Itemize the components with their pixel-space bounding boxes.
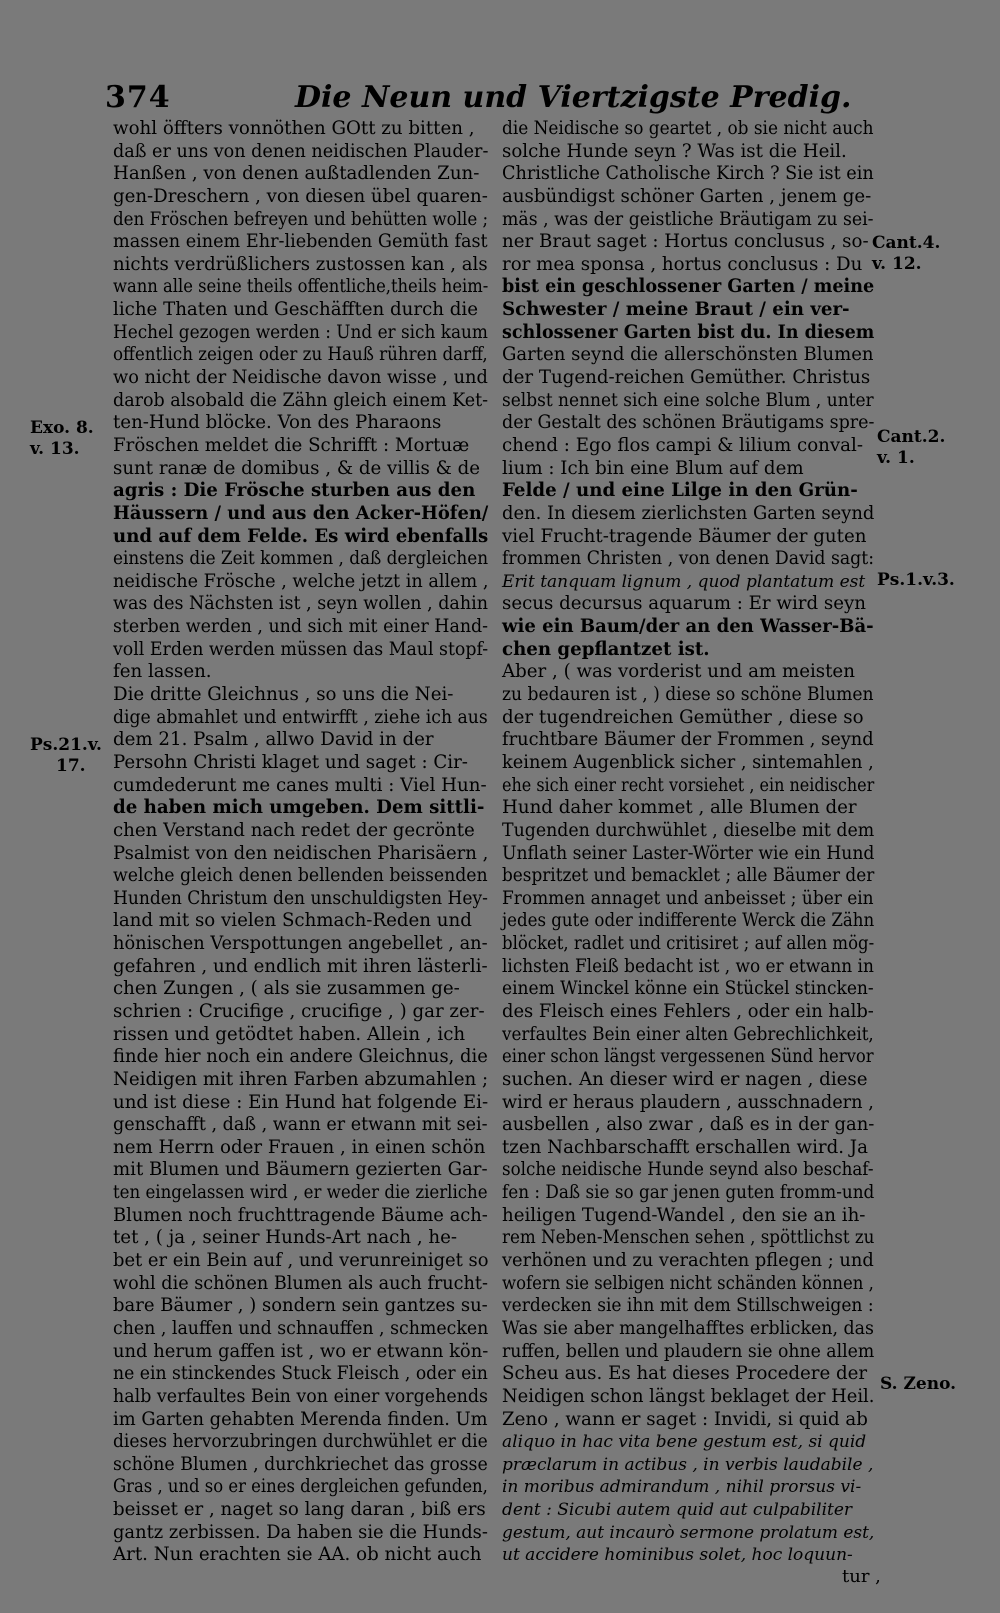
text-line: Neidigen mit ihren Farben abzumahlen ; [113,1068,489,1090]
text-line: massen einem Ehr-liebenden Gemüth fast [113,231,488,253]
text-line: daß er uns von denen neidischen Plauder- [113,140,489,162]
text-line: liche Thaten und Geschäfften durch die [113,299,478,321]
text-line: einstens die Zeit kommen , daß dergleichen [113,548,489,570]
text-line: viel Frucht-tragende Bäumer der guten [502,525,867,547]
text-line: blöcket, radlet und critisiret ; auf allen mög- [502,933,875,955]
text-line: secus decursus aquarum : Er wird seyn [502,593,866,615]
margin-note-canticum-2 [877,427,945,469]
text-line: ten eingelassen wird , er weder die zierliche [113,1182,488,1204]
text-line: chen gepflantzet ist. [502,638,710,660]
text-line: ausbellen , also zwar , daß es in der gan- [502,1114,875,1136]
left-text-column [113,118,488,1567]
text-line: Hanßen , von denen außtadlenden Zun- [113,163,480,185]
text-line: Aber , ( was vorderist und am meisten [502,661,855,683]
text-line: im Garten gehabten Merenda finden. Um [113,1408,488,1430]
text-line: rem Neben-Menschen sehen , spöttlichst zu [502,1227,875,1249]
text-line: den Fröschen befreyen und behütten wolle ; [113,208,489,230]
text-line: bespritzet und bemacklet ; alle Bäumer der [502,865,875,887]
text-line: fen : Daß sie so gar jenen guten fromm-und [502,1182,875,1204]
text-line: wie ein Baum/der an den Wasser-Bä- [502,616,874,638]
text-line: gen-Dreschern , von diesen übel quaren- [113,185,488,207]
text-line: nem Herrn oder Frauen , in einen schön [113,1136,486,1158]
text-line: gantz zerbissen. Da haben sie die Hunds- [113,1521,488,1543]
text-line: Felde / und eine Lilge in den Grün- [502,480,858,502]
text-line: lium : Ich bin eine Blum auf dem [502,457,804,479]
margin-note-psalm-1 [877,570,955,591]
text-line: Frommen annaget und anbeisset ; über ein [502,887,874,909]
text-line: neidische Frösche , welche jetzt in allem , [113,570,489,592]
text-line: cumdederunt me canes multi : Viel Hun- [113,774,487,796]
text-line: Hechel gezogen werden : Und er sich kaum [113,321,488,343]
text-line: wohl die schönen Blumen als auch frucht- [113,1272,488,1294]
text-line: voll Erden werden müssen das Maul stopf- [113,638,489,660]
text-line: schrien : Crucifige , crucifige , ) gar zer- [113,1000,485,1022]
text-line: ne ein stinckendes Stuck Fleisch , oder ein [113,1363,488,1385]
margin-note-exodus [30,418,94,460]
margin-note-psalm-21 [30,735,102,777]
text-line: dieses hervorzubringen durchwühlet er die [113,1431,488,1453]
text-line: Was sie aber mangelhafftes erblicken, das [502,1317,874,1339]
text-line: ror mea sponsa , hortus conclusus : Du [502,253,863,275]
text-line: Zeno , wann er saget : Invidi, si quid ab [502,1408,868,1430]
text-line: darob alsobald die Zähn gleich einem Ket- [113,389,489,411]
text-line: der Gestalt des schönen Bräutigams spre- [502,412,875,434]
text-line: Häussern / und aus den Acker-Höfen/ [113,502,489,524]
text-line: de haben mich umgeben. Dem sittli- [113,797,485,819]
text-line: aliquo in hac vita bene gestum est, si quid [502,1432,867,1453]
text-line: gestum, aut incaurò sermone prolatum est, [502,1522,875,1543]
text-line: selbst nennet sich eine solche Blum , unter [502,389,874,411]
text-line: fen lassen. [113,661,212,683]
text-line: welche gleich denen bellenden beissenden [113,865,488,887]
text-line: tet , ( ja , seiner Hunds-Art nach , he- [113,1227,458,1249]
text-line: hönischen Verspottungen angebellet , an- [113,933,488,955]
text-line: dem 21. Psalm , allwo David in der [113,729,434,751]
text-line: wofern sie selbigen nicht schänden können , [502,1272,874,1294]
text-line: mit Blumen und Bäumern gezierten Gar- [113,1159,488,1181]
margin-note-line: Ps.1.v.3. [877,570,955,590]
text-line: solche Hunde seyn ? Was ist die Heil. [502,140,847,162]
margin-note-zeno [880,1374,956,1395]
text-line: ut accidere hominibus solet, hoc loquun- [502,1545,853,1566]
margin-note-line: Exo. 8. [30,418,94,438]
text-line: jedes gute oder indifferente Werck die Zähn [502,910,875,932]
text-line: einem Winckel könne ein Stückel stincken- [502,978,874,1000]
text-line: chen Zungen , ( als sie zusammen ge- [113,978,460,1000]
margin-note-line: S. Zeno. [880,1374,957,1394]
page-header [105,80,875,122]
text-line: Unflath seiner Laster-Wörter wie ein Hund [502,842,875,864]
text-line: Scheu aus. Es hat dieses Procedere der [502,1363,868,1385]
text-line: ner Braut saget : Hortus conclusus , so- [502,231,869,253]
text-line: Persohn Christi klaget und saget : Cir- [113,751,468,773]
text-line: genschafft , daß , wann er etwann mit sei- [113,1114,488,1136]
text-line: lichsten Fleiß bedacht ist , wo er etwann in [502,955,874,977]
text-line: fruchtbare Bäumer der Frommen , seynd [502,729,874,751]
margin-note-canticum-4 [872,233,940,275]
text-line: keinem Augenblick sicher , sintemahlen , [502,751,874,773]
text-line: Neidigen schon längst beklaget der Heil. [502,1385,875,1407]
text-line: solche neidische Hunde seynd also beschaf- [502,1159,874,1181]
text-line: was des Nächsten ist , seyn wollen , dahin [113,593,488,615]
margin-note-line: Cant.4. [872,233,941,253]
text-line: land mit so vielen Schmach-Reden und [113,910,472,932]
text-line: heiligen Tugend-Wandel , den sie an ih- [502,1204,866,1226]
text-line: Tugenden durchwühlet , dieselbe mit dem [502,819,875,841]
text-line: præclarum in actibus , in verbis laudabile , [502,1454,874,1475]
text-line: ten-Hund blöcke. Von des Pharaons [113,412,442,434]
text-line: rissen und getödtet haben. Allein , ich [113,1023,466,1045]
margin-note-line: v. 12. [872,254,922,274]
text-line: und herum gaffen ist , wo er etwann kön- [113,1340,489,1362]
text-line: finde hier noch ein andere Gleichnus, die [113,1046,488,1068]
text-line: sunt ranæ de domibus , & de villis & de [113,457,481,479]
text-line: Art. Nun erachten sie AA. ob nicht auch [113,1544,482,1566]
text-line: Blumen noch fruchttragende Bäume ach- [113,1204,488,1226]
text-line: ruffen, bellen und plaudern sie ohne allem [502,1340,875,1362]
text-line: Christliche Catholische Kirch ? Sie ist ein [502,163,874,185]
text-line: Gras , und so er eines dergleichen gefunden, [113,1476,488,1498]
text-line: wohl öffters vonnöthen GOtt zu bitten , [113,118,475,139]
text-line: sterben werden , und sich mit einer Hand- [113,616,489,638]
text-line: Fröschen meldet die Schrifft : Mortuæ [113,434,470,456]
text-line: suchen. An dieser wird er nagen , diese [502,1068,868,1090]
text-line: ehe sich einer recht vorsiehet , ein neidischer [502,774,875,796]
text-line: nichts verdrüßlichers zustossen kan , als [113,253,488,275]
text-line: Garten seynd die allerschönsten Blumen [502,344,874,366]
text-line: frommen Christen , von denen David sagt: [502,548,875,570]
text-line: Erit tanquam lignum , quod plantatum est [502,571,866,592]
text-line: der tugendreichen Gemüther , diese so [502,706,864,728]
text-line: Die dritte Gleichnus , so uns die Nei- [113,684,454,706]
margin-note-line: Ps.21.v. [30,735,102,755]
text-line: Psalmist von den neidischen Pharisäern , [113,842,489,864]
text-line: ausbündigst schöner Garten , jenem ge- [502,185,872,207]
margin-note-line: v. 13. [30,439,80,459]
text-line: der Tugend-reichen Gemüther. Christus [502,367,871,389]
text-line: schlossener Garten bist du. In diesem [502,321,875,343]
text-line: bet er ein Bein auf , und verunreiniget so [113,1250,489,1272]
text-line: offentlich zeigen oder zu Hauß rühren darff, [113,344,488,366]
text-line: chend : Ego flos campi & lilium conval- [502,434,863,456]
text-line: verdecken sie ihn mit dem Stillschweigen : [502,1295,874,1317]
text-line: und auf dem Felde. Es wird ebenfalls [113,525,489,547]
right-text-column [502,118,874,1567]
text-line: Hunden Christum den unschuldigsten Hey- [113,887,488,909]
catchword: tur , [842,1566,881,1587]
margin-note-line: Cant.2. [877,427,946,447]
text-line: einer schon längst vergessenen Sünd hervor [502,1046,874,1068]
text-line: bist ein geschlossener Garten / meine [502,276,875,298]
text-line: wird er heraus plaudern , ausschnadern , [502,1091,874,1113]
text-line: des Fleisch eines Fehlers , oder ein halb- [502,1000,874,1022]
text-line: verhönen und zu verachten pflegen ; und [502,1250,874,1272]
text-line: beisset er , naget so lang daran , biß ers [113,1499,486,1521]
text-line: dige abmahlet und entwirfft , ziehe ich aus [113,706,488,728]
text-line: in moribus admirandum , nihil prorsus vi- [502,1477,862,1498]
text-line: bare Bäumer , ) sondern sein gantzes su- [113,1295,488,1317]
running-title: Die Neun und Viertzigste Predig. [295,80,852,115]
text-line: die Neidische so geartet , ob sie nicht auch [502,118,874,139]
text-line: Hund daher kommet , alle Blumen der [502,797,857,819]
text-line: schöne Blumen , durchkriechet das grosse [113,1453,488,1475]
text-line: zu bedauren ist , ) diese so schöne Blumen [502,684,874,706]
text-line: chen Verstand nach redet der gecrönte [113,819,475,841]
text-line: dent : Sicubi autem quid aut culpabiliter [502,1500,853,1521]
text-line: tzen Nachbarschafft erschallen wird. Ja [502,1136,868,1158]
text-line: halb verfaultes Bein von einer vorgehends [113,1385,489,1407]
margin-note-line: v. 1. [877,448,915,468]
text-line: wann alle seine theils offentliche,theils heim- [113,276,489,298]
text-line: wo nicht der Neidische davon wisse , und [113,367,488,389]
text-line: agris : Die Frösche sturben aus den [113,480,476,502]
text-line: den. In diesem zierlichsten Garten seynd [502,502,875,524]
text-line: mäs , was der geistliche Bräutigam zu sei- [502,208,874,230]
text-line: chen , lauffen und schnauffen , schmecken [113,1317,489,1339]
text-line: gefahren , und endlich mit ihren lästerli- [113,955,488,977]
page-number: 374 [105,80,171,115]
text-line: und ist diese : Ein Hund hat folgende Ei- [113,1091,489,1113]
text-line: Schwester / meine Braut / ein ver- [502,299,850,321]
text-line: verfaultes Bein einer alten Gebrechlichkeit, [502,1023,874,1045]
margin-note-line: 17. [56,756,86,776]
